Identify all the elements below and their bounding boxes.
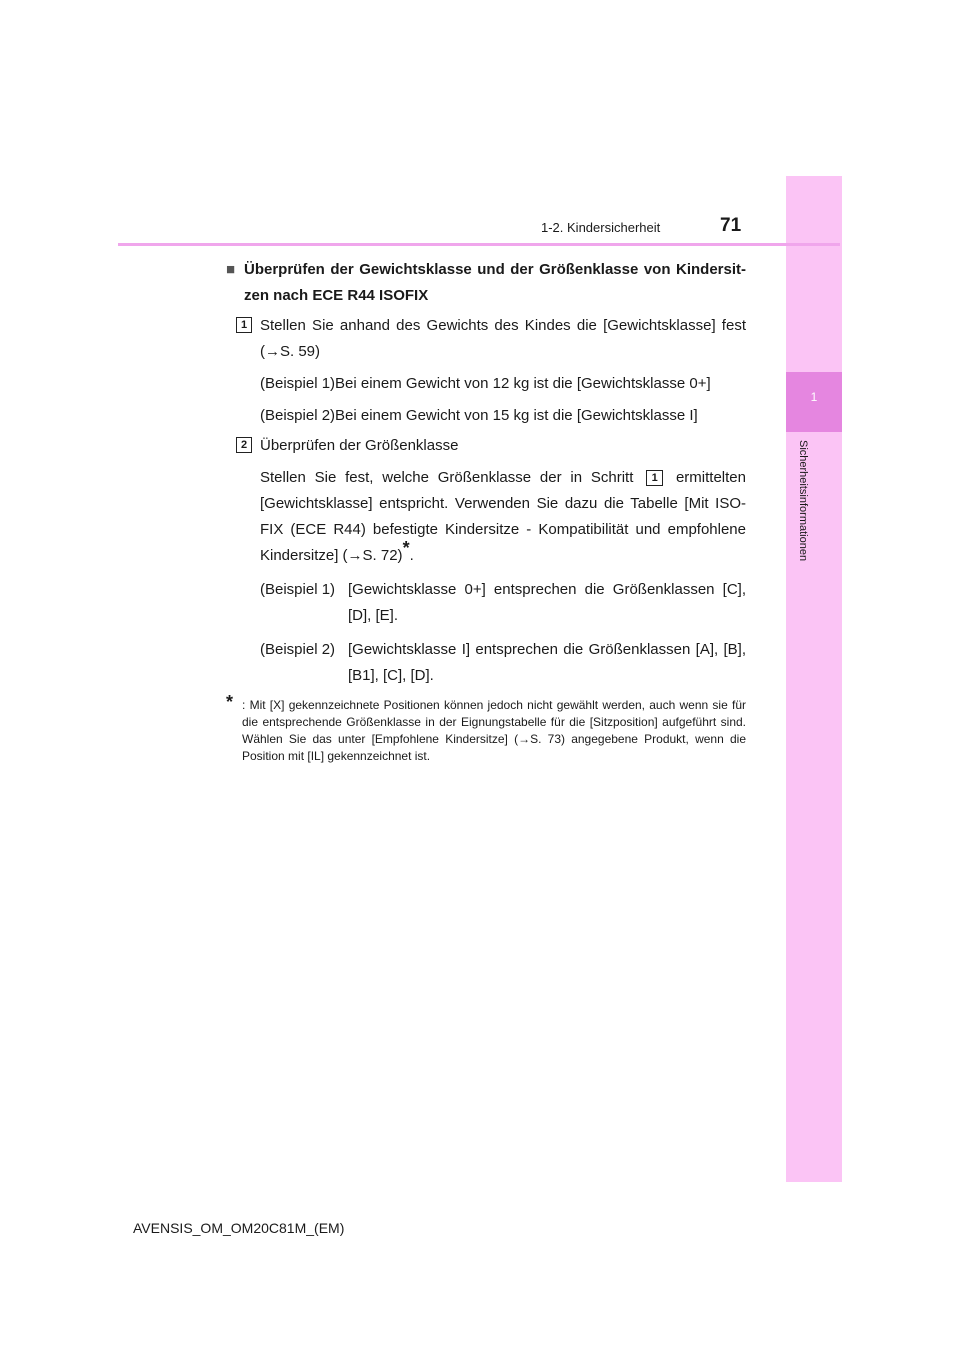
step-number-box: 2 [236, 437, 252, 453]
step-1-example-1: (Beispiel 1)Bei einem Gewicht von 12 kg ist die [Gewichtsklasse 0+] [260, 375, 711, 392]
square-bullet-icon: ■ [226, 261, 236, 278]
section-heading [226, 257, 746, 309]
chapter-number: 1 [810, 390, 818, 404]
step-1-example-2: (Beispiel 2)Bei einem Gewicht von 15 kg ist die [Gewichtsklasse I] [260, 407, 698, 424]
step-1 [226, 313, 746, 365]
step-2-para-after: ermittelten [Gewichtsklasse] entspricht. Verwenden Sie dazu die Tabelle [Mit ISO-FIX (ECE R44) befestigte Kindersitze - Kompatibilität und empfohlene Kindersitze] (→S. 72) [260, 469, 746, 564]
step-2-para-end: . [409, 547, 414, 564]
document-code: AVENSIS_OM_OM20C81M_(EM) [133, 1220, 345, 1236]
page-number: 71 [720, 215, 742, 236]
chapter-sidebar [786, 176, 842, 1182]
chapter-title: Sicherheitsinformationen [797, 440, 809, 562]
step-2-para-before: Stellen Sie fest, welche Größenklasse der in Schritt [260, 469, 634, 486]
step-2-example-2 [226, 637, 746, 689]
step-1-text: Stellen Sie anhand des Gewichts des Kindes die [Gewichtsklasse] fest (→S. 59) [260, 317, 746, 360]
footnote-text: : Mit [X] gekennzeichnete Positionen können jedoch nicht gewählt werden, auch wenn sie für die entsprechende Größenklasse in der Eignungstabelle für die [Sitzposition] aufgeführt sind. Wählen Sie das unter [Empfohlene Kindersitze] (→S. 73) angegebene Produkt, wenn die Position mit [IL] gekennzeichnet ist. [242, 698, 746, 763]
section-label: 1-2. Kindersicherheit [541, 220, 661, 235]
header-divider [118, 243, 840, 246]
footnote-mark: * [226, 692, 234, 712]
step-2 [226, 433, 746, 459]
footnote-star: * [402, 538, 410, 558]
example-text: [Gewichtsklasse 0+] entsprechen die Größenklassen [C], [D], [E]. [348, 581, 746, 624]
example-text: [Gewichtsklasse I] entsprechen die Größenklassen [A], [B], [B1], [C], [D]. [348, 641, 746, 684]
example-label: (Beispiel 1) [260, 581, 336, 598]
step-2-paragraph [226, 465, 746, 569]
step-2-text: Überprüfen der Größenklasse [260, 437, 459, 454]
footnote [226, 692, 746, 765]
heading-text: Überprüfen der Gewichtsklasse und der Größenklasse von Kindersit-zen nach ECE R44 ISOFIX [244, 261, 746, 304]
step-2-example-1 [226, 577, 746, 629]
example-label: (Beispiel 2) [260, 641, 336, 658]
step-reference-box: 1 [646, 470, 663, 486]
main-content [226, 257, 746, 765]
step-number-box: 1 [236, 317, 252, 333]
